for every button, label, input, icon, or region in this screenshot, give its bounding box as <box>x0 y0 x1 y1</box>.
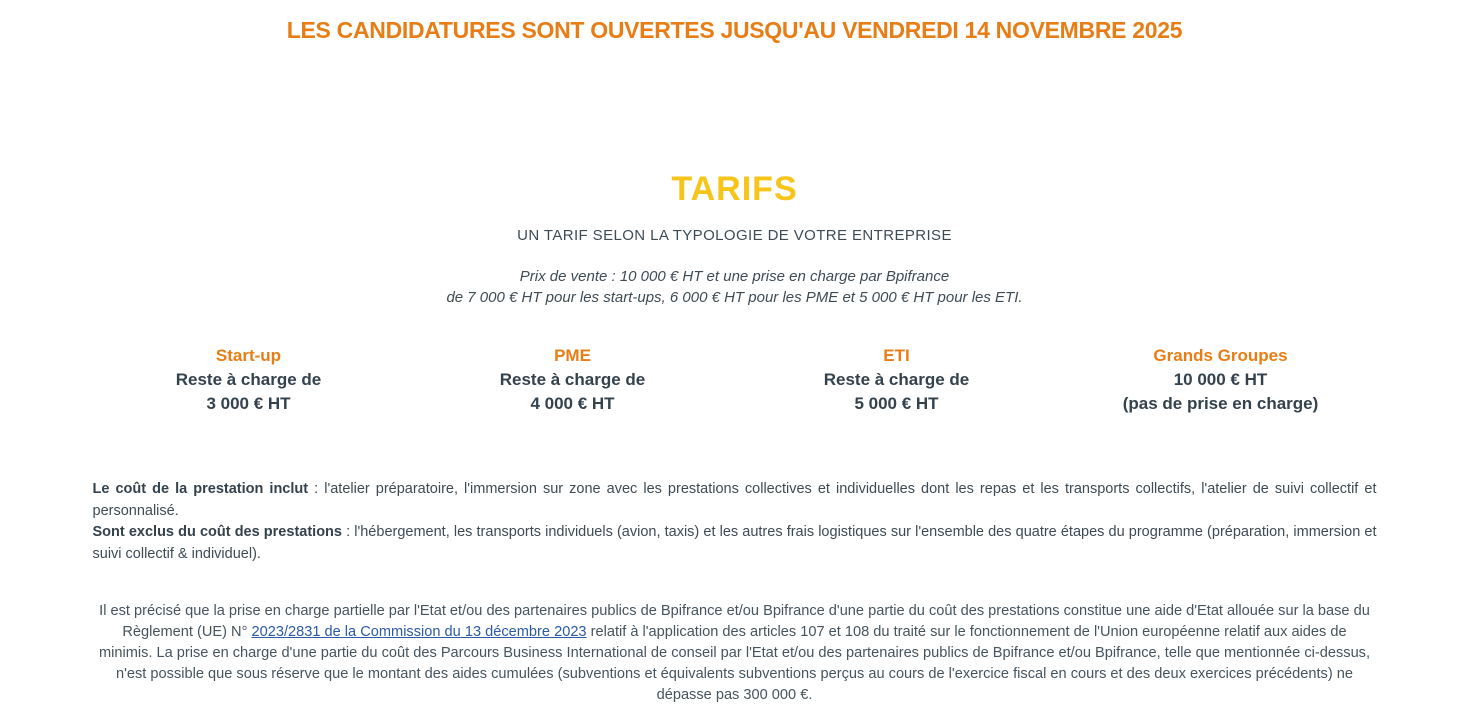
tier-eti-name: ETI <box>883 346 910 365</box>
cost-included-text: : l'atelier préparatoire, l'immersion sur zone avec les prestations collectives et individuelles dont les repas et les transports collectifs, l'atelier de suivi collectif et personnalisé. <box>92 481 1377 519</box>
tier-eti-price: 5 000 € HT <box>854 394 939 413</box>
tier-grands-groupes-name: Grands Groupes <box>1153 346 1288 365</box>
tier-startup <box>87 344 411 416</box>
tier-startup-name: Start-up <box>215 346 282 365</box>
cost-included-label: Le coût de la prestation inclut <box>92 481 309 497</box>
tarifs-subtitle: UN TARIF SELON LA TYPOLOGIE DE VOTRE ENTREPRISE <box>517 227 952 244</box>
tarifs-price-intro <box>0 266 1469 308</box>
tier-startup-price: 3 000 € HT <box>206 394 291 413</box>
tier-startup-line1: Reste à charge de <box>175 370 322 389</box>
cost-excluded-text: : l'hébergement, les transports individuels (avion, taxis) et les autres frais logistiques sur l'ensemble des quatre étapes du programme (préparation, immersion et suivi collectif & individuel). <box>92 524 1377 562</box>
tier-grands-groupes <box>1059 344 1383 416</box>
tier-eti-line1: Reste à charge de <box>823 370 970 389</box>
candidatures-deadline-banner: LES CANDIDATURES SONT OUVERTES JUSQU'AU VENDREDI 14 NOVEMBRE 2025 <box>286 17 1183 43</box>
tier-pme-line1: Reste à charge de <box>499 370 646 389</box>
pricing-tiers-row <box>87 344 1383 416</box>
tarifs-price-intro-line2: de 7 000 € HT pour les start-ups, 6 000 € HT pour les PME et 5 000 € HT pour les ETI. <box>446 289 1023 306</box>
tier-eti <box>735 344 1059 416</box>
regulation-link[interactable]: 2023/2831 de la Commission du 13 décembre 2023 <box>251 624 587 640</box>
legal-minimis-paragraph <box>95 601 1375 706</box>
tier-pme-price: 4 000 € HT <box>530 394 615 413</box>
cost-excluded-label: Sont exclus du coût des prestations <box>92 524 342 540</box>
legal-text-before-link: Il est précisé que la prise en charge partielle par l'Etat et/ou des partenaires publics de Bpifrance et/ou Bpifrance d'une partie du coût des prestations constitue une aide d'Etat allouée sur la base du Règlement (UE) N° <box>99 603 1370 640</box>
tarifs-price-intro-line1: Prix de vente : 10 000 € HT et une prise en charge par Bpifrance <box>519 268 950 285</box>
legal-text-after-link: relatif à l'application des articles 107 et 108 du traité sur le fonctionnement de l'Union européenne relatif aux aides de minimis. La prise en charge d'une partie du coût des Parcours Business International de conseil par l'Etat et/ou des partenaires publics de Bpifrance et/ou Bpifrance, telle que mentionnée ci-dessus, n'est possible que sous réserve que le montant des aides cumulées (subventions et équivalents subventions perçus au cours de l'exercice fiscal en cours et des deux exercices précédents) ne dépasse pas 300 000 €. <box>98 624 1371 703</box>
tier-pme-name: PME <box>554 346 591 365</box>
tier-grands-groupes-note: (pas de prise en charge) <box>1122 394 1319 413</box>
tarifs-title: TARIFS <box>671 170 798 208</box>
tier-grands-groupes-price: 10 000 € HT <box>1173 370 1268 389</box>
tier-pme <box>411 344 735 416</box>
cost-details-paragraph <box>93 479 1377 565</box>
